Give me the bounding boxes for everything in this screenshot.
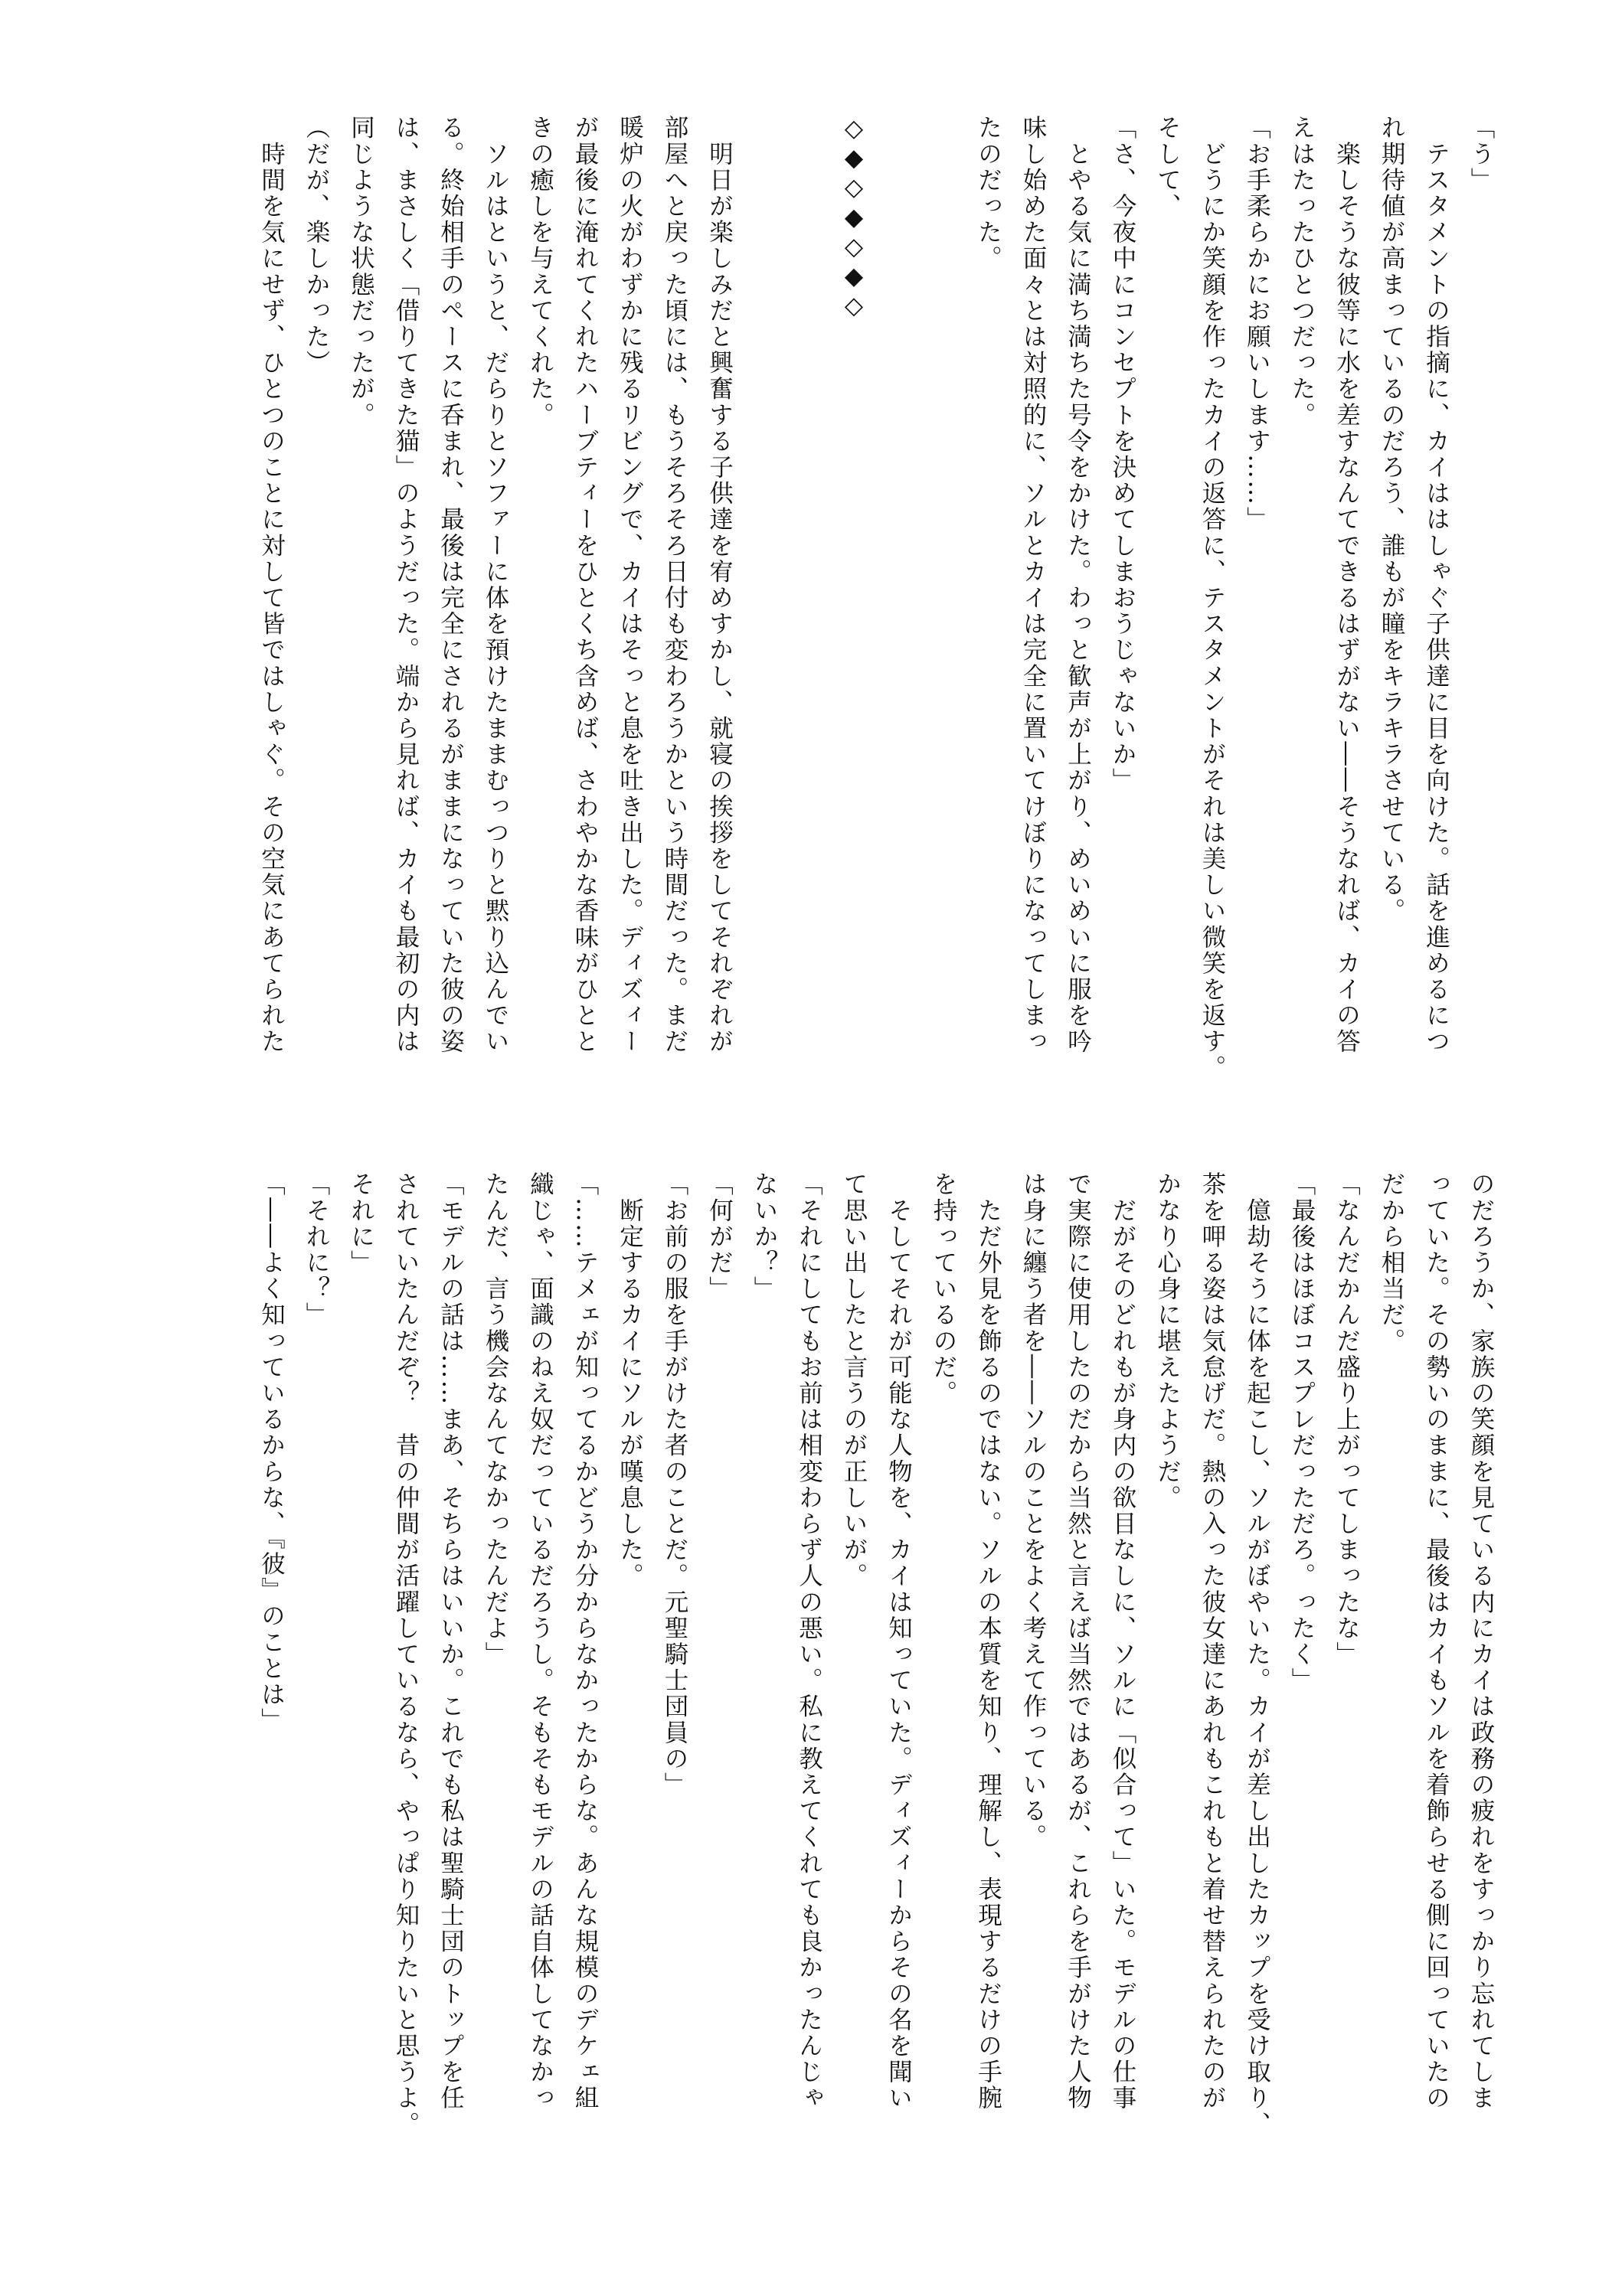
text-line: 味し始めた面々とは対照的に、ソルとカイは完全に置いてけぼりになってしまっ [1019, 115, 1047, 1055]
text-line: 「何がだ」 [705, 1171, 734, 1302]
upper-text-tier [64, 115, 1503, 1118]
text-line: ないか？」 [751, 1171, 778, 1302]
text-line: で実際に使用したのだから当然と言えば当然ではあるが、これらを手がけた人物 [1064, 1171, 1092, 2111]
text-line: たのだった。 [974, 115, 1002, 272]
text-line: されていたんだぞ？ 昔の仲間が活躍しているなら、やっぱり知りたいと思うよ。 [392, 1171, 420, 2138]
text-line: 織じゃ、面識のねえ奴だっているだろうし。そもそもモデルの話自体してなかっ [526, 1171, 554, 2111]
text-line: 茶を呷る姿は気怠げだ。熱の入った彼女達にあれもこれもと着せ替えられたのが [1199, 1171, 1226, 2111]
text-line: て思い出したと言うのが正しいが。 [840, 1171, 868, 1589]
text-line: 明日が楽しみだと興奮する子供達を宥めすかし、就寝の挨拶をしてそれぞれが [705, 115, 734, 1055]
text-line: 「う」 [1467, 115, 1495, 194]
text-line: 断定するカイにソルが嘆息した。 [616, 1171, 644, 1589]
text-line: 楽しそうな彼等に水を差すなんてできるはずがない――そうなれば、カイの答 [1333, 115, 1361, 1055]
text-line: を持っているのだ。 [930, 1171, 957, 1406]
text-line: 「お手柔らかにお願いします……」 [1243, 115, 1271, 533]
text-line: （だが、楽しかった） [302, 115, 330, 376]
text-line: 「……テメェが知ってるかどうか分からなかったからな。あんな規模のデケェ組 [571, 1171, 599, 2111]
text-line: 「お前の服を手がけた者のことだ。元聖騎士団員の」 [661, 1171, 688, 1798]
text-line: 億劫そうに体を起こし、ソルがぼやいた。カイが差し出したカップを受け取り、 [1243, 1171, 1271, 2138]
text-line: 「それにしてもお前は相変わらず人の悪い。私に教えてくれても良かったんじゃ [795, 1171, 823, 2111]
text-line: 「なんだかんだ盛り上がってしまったな」 [1333, 1171, 1361, 1667]
text-line: そしてそれが可能な人物を、カイは知っていた。ディズィーからその名を聞い [885, 1171, 913, 2111]
text-line: えはたったひとつだった。 [1288, 115, 1316, 429]
text-line: ソルはというと、だらりとソファーに体を預けたままむっつりと黙り込んでい [482, 115, 509, 1055]
text-line: 時間を気にせず、ひとつのことに対して皆ではしゃぐ。その空気にあてられた [257, 115, 286, 1055]
text-line: 「モデルの話は……まあ、そちらはいいか。これでも私は聖騎士団のトップを任 [437, 1171, 465, 2111]
text-line: そして、 [1153, 115, 1182, 220]
text-line: 「それに？」 [302, 1171, 330, 1328]
text-line: きの癒しを与えてくれた。 [526, 115, 554, 429]
blank-line [742, 115, 787, 1118]
text-line: ただ外見を飾るのではない。ソルの本質を知り、理解し、表現するだけの手腕 [974, 1171, 1002, 2111]
text-line: 同じような状態だったが。 [347, 115, 375, 429]
text-line: のだろうか、家族の笑顔を見ている内にカイは政務の疲れをすっかり忘れてしま [1467, 1171, 1495, 2111]
text-line: かなり心身に堪えたようだ。 [1153, 1171, 1182, 1511]
blank-line [921, 115, 966, 1118]
text-line: たんだ、言う機会なんてなかったんだよ」 [482, 1171, 509, 1667]
text-line: 暖炉の火がわずかに残るリビングで、カイはそっと息を吐き出した。ディズィー [616, 115, 644, 1055]
text-line: れ期待値が高まっているのだろう、誰もが瞳をキラキラさせている。 [1378, 115, 1405, 925]
text-line: 「――よく知っているからな、『彼』のことは」 [257, 1171, 286, 1734]
text-line: とやる気に満ち満ちた号令をかけた。わっと歓声が上がり、めいめいに服を吟 [1064, 115, 1092, 1055]
scene-break-ornament: ◇◆◇◆◇◆◇ [840, 115, 868, 322]
text-line: 「最後はほぼコスプレだっただろ。ったく」 [1288, 1171, 1316, 1693]
text-line: っていた。その勢いのままに、最後はカイもソルを着飾らせる側に回っていたの [1422, 1171, 1450, 2111]
text-line: だから相当だ。 [1378, 1171, 1405, 1354]
text-line: 「さ、今夜中にコンセプトを決めてしまおうじゃないか」 [1109, 115, 1136, 794]
text-line: は身に纏う者を――ソルのことをよく考えて作っている。 [1019, 1171, 1047, 1850]
text-line: テスタメントの指摘に、カイははしゃぐ子供達に目を向けた。話を進めるにつ [1422, 115, 1450, 1055]
text-line: は、まさしく「借りてきた猫」のようだった。端から見れば、カイも最初の内は [392, 115, 420, 1055]
text-line: どうにか笑顔を作ったカイの返答に、テスタメントがそれは美しい微笑を返す。 [1199, 115, 1226, 1081]
blank-line [876, 115, 921, 1118]
lower-text-tier [64, 1171, 1503, 2190]
text-line: 部屋へと戻った頃には、もうそろそろ日付も変わろうかという時間だった。まだ [661, 115, 688, 1055]
text-line: だがそのどれもが身内の欲目なしに、ソルに「似合って」いた。モデルの仕事 [1109, 1171, 1136, 2111]
blank-line [786, 115, 832, 1118]
text-line: が最後に淹れてくれたハーブティーをひとくち含めば、さわやかな香味がひとと [571, 115, 599, 1055]
text-line: る。終始相手のペースに呑まれ、最後は完全にされるがままになっていた彼の姿 [437, 115, 465, 1055]
text-line: それに」 [347, 1171, 375, 1276]
